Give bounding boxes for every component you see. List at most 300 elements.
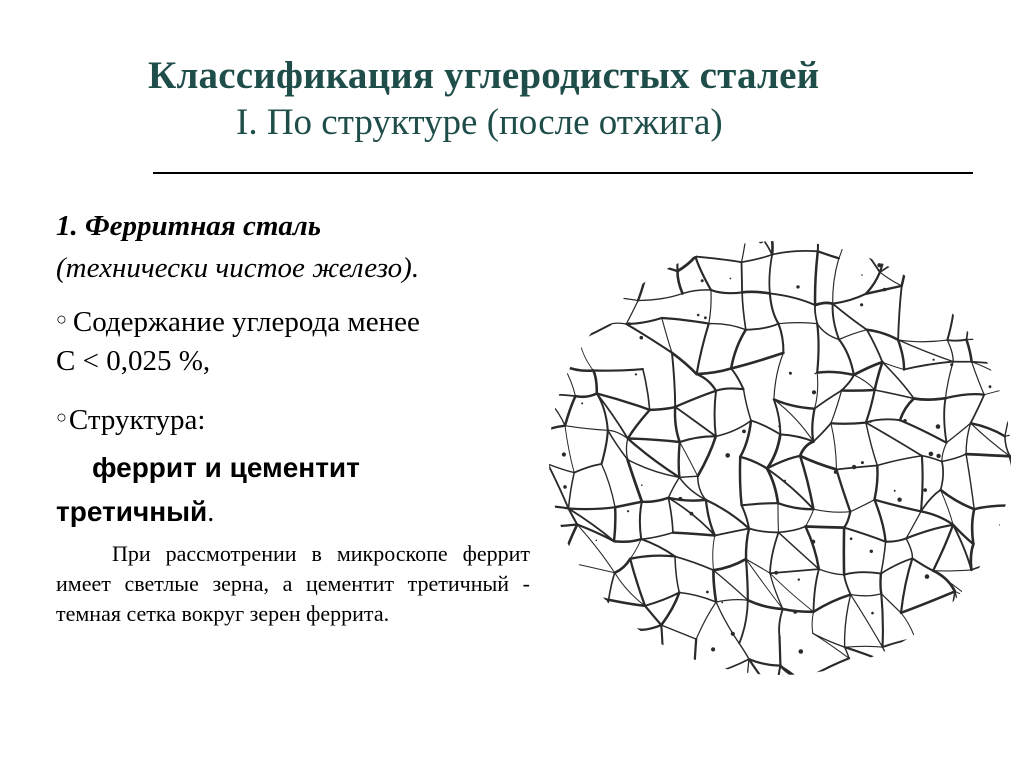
item-title: 1. Ферритная сталь (56, 210, 322, 242)
grain-boundary (668, 498, 673, 533)
grain-boundary (597, 394, 608, 431)
grain-boundary (694, 639, 696, 678)
cementite-particle (936, 454, 940, 458)
grain-boundary (779, 527, 806, 533)
grain-boundary (884, 663, 888, 678)
cementite-particle (628, 322, 631, 325)
grain-boundary (982, 238, 1009, 263)
grain-boundary (628, 410, 650, 439)
grain-boundary (813, 238, 818, 251)
grain-boundary (800, 442, 813, 456)
grain-boundary (678, 257, 696, 272)
grain-boundary (713, 536, 715, 571)
grain-boundary (774, 399, 780, 434)
grain-boundary (731, 369, 743, 390)
cementite-particle (793, 610, 797, 614)
grain-boundary (883, 647, 888, 663)
grain-boundary (1010, 456, 1014, 506)
grain-boundary (714, 559, 747, 570)
cementite-particle (936, 424, 941, 429)
grain-boundary (770, 573, 783, 609)
grain-boundary (947, 340, 953, 362)
cementite-particle (798, 578, 800, 580)
grain-boundary (751, 421, 780, 435)
grain-boundary (709, 324, 746, 330)
grain-boundary (546, 561, 562, 577)
microscope-description: При рассмотрении в микроскопе феррит имеет светлые зерна, а цементит третичный - темная сетка вокруг зерен феррита. (56, 541, 530, 626)
grain-boundary (742, 503, 778, 505)
grain-boundary (817, 372, 854, 375)
grain-boundary (966, 423, 971, 454)
grain-boundary (713, 570, 716, 602)
grain-boundary (569, 632, 595, 638)
grain-boundary (675, 407, 680, 442)
cementite-particle (551, 645, 556, 650)
grain-boundary (546, 660, 560, 661)
grain-boundary (560, 660, 613, 678)
cementite-particle (894, 490, 896, 492)
grain-boundary (601, 666, 613, 678)
grain-boundary (867, 330, 883, 362)
grain-boundary (744, 389, 752, 420)
cementite-particle (774, 571, 778, 575)
grain-boundary (739, 600, 748, 643)
grain-boundary (716, 600, 748, 602)
grain-boundary (1006, 666, 1014, 678)
grain-boundary (779, 532, 819, 569)
grain-boundary (800, 456, 836, 470)
grain-boundary (770, 293, 815, 305)
grain-boundary (565, 426, 574, 473)
grain-boundary (900, 420, 947, 443)
grain-boundary (881, 542, 886, 574)
bullet-carbon-value: С < 0,025 %, (56, 345, 211, 377)
cementite-particle (600, 628, 603, 631)
grain-boundary (565, 396, 575, 426)
cementite-particle (627, 510, 629, 512)
grain-boundary (562, 525, 577, 562)
cementite-particle (1002, 313, 1005, 316)
grain-boundary (783, 609, 814, 612)
grain-boundary (942, 443, 947, 462)
cementite-particle (834, 470, 838, 474)
cementite-particle (604, 274, 608, 278)
grain-boundary (597, 394, 650, 410)
grain-boundary (845, 595, 851, 648)
grain-boundary (975, 260, 1008, 263)
grain-boundary (972, 362, 1014, 387)
grain-boundary (814, 509, 851, 512)
grain-boundary (546, 506, 569, 508)
grain-boundary (953, 525, 971, 570)
cementite-particle (1003, 647, 1008, 652)
grain-boundary (641, 539, 675, 556)
grain-boundary (901, 591, 955, 612)
grain-boundary (845, 646, 883, 647)
grain-boundary (886, 538, 907, 541)
grain-boundary (628, 439, 680, 443)
cementite-particle (811, 540, 815, 544)
grain-boundary (851, 594, 882, 596)
structure-name-line2 (56, 490, 532, 535)
grain-boundary (742, 255, 773, 263)
grain-boundary (562, 257, 579, 299)
grain-boundary (942, 238, 955, 257)
grain-boundary (560, 660, 601, 666)
grain-boundary (947, 289, 956, 340)
grain-boundary (972, 362, 1014, 366)
grain-boundary (675, 391, 716, 407)
grain-boundary (971, 544, 974, 570)
grain-boundary (731, 353, 783, 369)
grain-boundary (779, 324, 784, 353)
grain-boundary (837, 470, 851, 512)
grain-boundary (579, 325, 610, 340)
grain-boundary (607, 296, 638, 300)
grain-boundary (906, 538, 912, 558)
grain-boundary (746, 324, 779, 330)
grain-boundary (877, 456, 922, 466)
grain-boundary (697, 369, 732, 375)
cementite-particle (883, 288, 887, 292)
grain-boundary (601, 666, 631, 673)
grain-boundary (574, 464, 601, 473)
cementite-particle (784, 480, 786, 482)
grain-boundary (546, 625, 569, 638)
grain-boundary (626, 439, 627, 460)
grain-boundary (913, 639, 915, 669)
grain-boundary (875, 500, 886, 542)
grain-boundary (953, 525, 973, 544)
grain-boundary (767, 469, 778, 504)
structure-name-line1: феррит и цементит (92, 452, 360, 483)
grain-boundary (933, 628, 952, 662)
grain-boundary (560, 637, 570, 660)
grain-boundary (955, 591, 968, 641)
cementite-particle (789, 372, 792, 375)
grain-boundary (615, 559, 631, 573)
grain-boundary (595, 600, 608, 632)
grain-boundary (675, 556, 679, 592)
grain-boundary (946, 362, 954, 399)
grain-boundary (663, 659, 712, 678)
grain-boundary (683, 290, 712, 294)
grain-boundary (631, 673, 638, 678)
grain-boundary (779, 609, 783, 636)
grain-boundary (609, 573, 615, 600)
grain-boundary (833, 258, 839, 303)
grain-boundary (630, 559, 645, 606)
grain-boundary (563, 366, 593, 371)
grain-boundary (631, 629, 638, 673)
grain-boundary (971, 423, 1005, 436)
cementite-particle (721, 602, 723, 604)
grain-boundary (833, 304, 867, 330)
cementite-particle (812, 390, 816, 394)
grain-boundary (663, 659, 694, 678)
cementite-particle (861, 461, 864, 464)
grain-boundary (575, 394, 596, 397)
grain-boundary (780, 636, 781, 665)
cementite-particle (635, 373, 637, 375)
cementite-particle (640, 336, 644, 340)
grain-boundary (716, 602, 739, 643)
grain-boundary (675, 556, 714, 570)
grain-boundary (974, 505, 1014, 509)
grain-boundary (779, 323, 818, 324)
grain-boundary (941, 462, 944, 490)
grain-boundary (1000, 506, 1014, 526)
grain-boundary (951, 591, 955, 628)
cementite-particle (985, 630, 989, 634)
grain-boundary (565, 426, 608, 431)
grain-boundary (695, 238, 710, 257)
cementite-particle (641, 484, 643, 486)
grain-boundary (739, 643, 749, 659)
cementite-particle (897, 498, 901, 502)
grain-boundary (677, 271, 682, 293)
grain-boundary (780, 434, 813, 441)
bullet-carbon-content (56, 300, 532, 341)
grain-boundary (910, 254, 956, 289)
grain-boundary (695, 257, 711, 290)
grain-boundary (975, 238, 982, 260)
grain-boundary (614, 539, 641, 542)
grain-boundary (813, 633, 845, 647)
cementite-particle (933, 359, 935, 361)
grain-boundary (609, 600, 645, 606)
cementite-particle (778, 425, 780, 427)
cementite-particle (736, 376, 738, 378)
grain-boundary (642, 498, 669, 502)
hollow-circle-bullet-icon: ○ (56, 407, 67, 427)
grain-boundary (563, 340, 579, 366)
grain-boundary (668, 477, 679, 497)
grain-boundary (697, 374, 716, 391)
grain-boundary (854, 375, 875, 390)
grain-boundary (677, 238, 678, 271)
cementite-particle (796, 285, 799, 288)
grain-boundary (716, 388, 744, 390)
grain-boundary (695, 257, 741, 263)
grain-boundary (546, 295, 579, 299)
grain-boundary (634, 238, 649, 263)
grain-boundary (966, 454, 974, 509)
cementite-particle (556, 626, 560, 630)
grain-boundary (715, 529, 749, 536)
grain-boundary (933, 571, 955, 592)
grain-boundary (778, 503, 779, 532)
cementite-particle (916, 668, 918, 670)
grain-boundary (886, 238, 910, 254)
slide-title-block (150, 52, 980, 146)
cementite-particle (814, 373, 816, 375)
cementite-particle (581, 402, 583, 404)
grain-boundary (745, 659, 749, 678)
grain-boundary (933, 570, 971, 571)
grain-boundary (602, 238, 609, 257)
grain-boundary (806, 509, 814, 526)
grain-boundary (902, 254, 911, 286)
grain-boundary (972, 509, 974, 544)
grain-boundary (812, 612, 813, 634)
grain-boundary (815, 305, 817, 324)
grain-boundary (638, 294, 682, 301)
grain-boundary (900, 399, 914, 421)
grain-boundary (984, 676, 1006, 678)
cementite-particle (546, 560, 548, 564)
grain-boundary (904, 362, 953, 370)
grain-boundary (580, 591, 609, 600)
grain-boundary (1000, 525, 1006, 561)
grain-boundary (880, 272, 902, 286)
hollow-circle-bullet-icon: ○ (56, 309, 67, 329)
grain-boundary (1006, 561, 1014, 611)
cementite-particle (711, 647, 715, 651)
grain-boundary (602, 464, 616, 507)
grain-boundary (1000, 523, 1014, 526)
grain-boundary (880, 574, 881, 594)
grain-boundary (546, 258, 579, 299)
grain-boundary (716, 421, 751, 437)
grain-boundary (806, 527, 845, 528)
grain-boundary (839, 238, 847, 258)
grain-boundary (602, 430, 608, 464)
grain-boundary (971, 676, 984, 678)
grain-boundary (746, 529, 749, 560)
grain-boundary (672, 353, 697, 374)
grain-boundary (649, 263, 678, 271)
cementite-particle (596, 540, 598, 542)
grain-boundary (921, 456, 923, 512)
grain-boundary (714, 570, 748, 600)
grain-boundary (595, 629, 637, 632)
grain-boundary (898, 340, 947, 342)
cementite-particle (563, 485, 567, 489)
grain-boundary (881, 594, 883, 647)
cementite-particle (799, 649, 804, 654)
cementite-particle (562, 452, 566, 456)
grain-boundary (640, 502, 642, 539)
grain-boundary (968, 634, 1014, 641)
grain-boundary (966, 454, 1010, 456)
cementite-particle (871, 612, 874, 615)
cementite-particle (725, 453, 730, 458)
grain-boundary (680, 442, 698, 476)
grain-boundary (778, 666, 781, 678)
grain-boundary (1005, 341, 1015, 365)
grain-boundary (562, 561, 580, 591)
grain-boundary (663, 659, 680, 678)
grain-boundary (967, 340, 972, 362)
cementite-particle (742, 430, 746, 434)
cementite-particle (950, 363, 953, 366)
grain-boundary (850, 500, 874, 512)
grain-boundary (913, 668, 917, 678)
structure-period: . (207, 497, 215, 528)
grain-boundary (915, 639, 933, 663)
grain-boundary (709, 290, 711, 324)
grain-boundary (546, 464, 548, 506)
structure-name-line2-text: третичный (56, 496, 208, 527)
grain-boundary (579, 296, 608, 299)
grain-boundary (562, 238, 565, 257)
grain-boundary (679, 476, 697, 477)
grain-boundary (631, 659, 663, 673)
grain-boundary (673, 533, 715, 536)
grain-boundary (839, 340, 854, 375)
grain-boundary (933, 662, 934, 678)
grain-boundary (866, 390, 875, 423)
grain-boundary (771, 238, 773, 255)
grain-boundary (610, 323, 626, 324)
grain-boundary (1006, 561, 1014, 571)
grain-boundary (641, 533, 673, 540)
cementite-particle (925, 574, 930, 579)
grain-boundary (910, 254, 941, 257)
grain-boundary (740, 457, 767, 469)
grain-boundary (679, 442, 680, 477)
cementite-particle (861, 274, 863, 276)
grain-boundary (842, 390, 875, 391)
grain-boundary (913, 662, 932, 668)
grain-boundary (593, 369, 643, 371)
grain-boundary (971, 561, 1006, 570)
grain-boundary (967, 339, 1005, 341)
grain-boundary (875, 466, 878, 500)
grain-boundary (630, 556, 675, 559)
cementite-particle (706, 591, 709, 594)
cementite-particle (996, 272, 1000, 276)
grain-boundary (921, 490, 941, 512)
grain-boundary (715, 391, 716, 437)
grain-boundary (679, 593, 716, 603)
grain-boundary (694, 659, 749, 678)
grain-boundary (901, 613, 915, 639)
grain-boundary (956, 286, 981, 289)
bullet-carbon-text: Содержание углерода менее (72, 306, 420, 338)
grain-boundary (971, 395, 985, 424)
grain-boundary (615, 502, 642, 508)
grain-boundary (569, 473, 575, 509)
grain-boundary (546, 596, 569, 638)
grain-boundary (846, 238, 880, 272)
grain-boundary (837, 466, 878, 470)
grain-boundary (680, 436, 716, 442)
grain-boundary (650, 407, 676, 410)
grain-boundary (562, 561, 615, 573)
bullet-structure-text: Структура: (68, 404, 206, 436)
grain-boundary (968, 641, 1006, 678)
grain-boundary (626, 301, 638, 325)
grain-boundary (1008, 263, 1012, 298)
grain-boundary (806, 658, 849, 678)
slide-subtitle: I. По структуре (после отжига) (236, 102, 723, 143)
grain-boundary (595, 632, 600, 667)
grain-boundary (942, 257, 975, 260)
cementite-particle (852, 465, 856, 469)
grain-boundary (626, 318, 662, 324)
grain-boundary (844, 575, 851, 595)
grain-boundary (814, 595, 851, 612)
grain-boundary (560, 660, 565, 678)
grain-boundary (742, 292, 746, 329)
grain-boundary (746, 559, 770, 573)
grain-boundary (984, 387, 1014, 395)
grain-boundary (668, 498, 706, 501)
grain-boundary (579, 340, 593, 371)
grain-boundary (921, 511, 953, 524)
